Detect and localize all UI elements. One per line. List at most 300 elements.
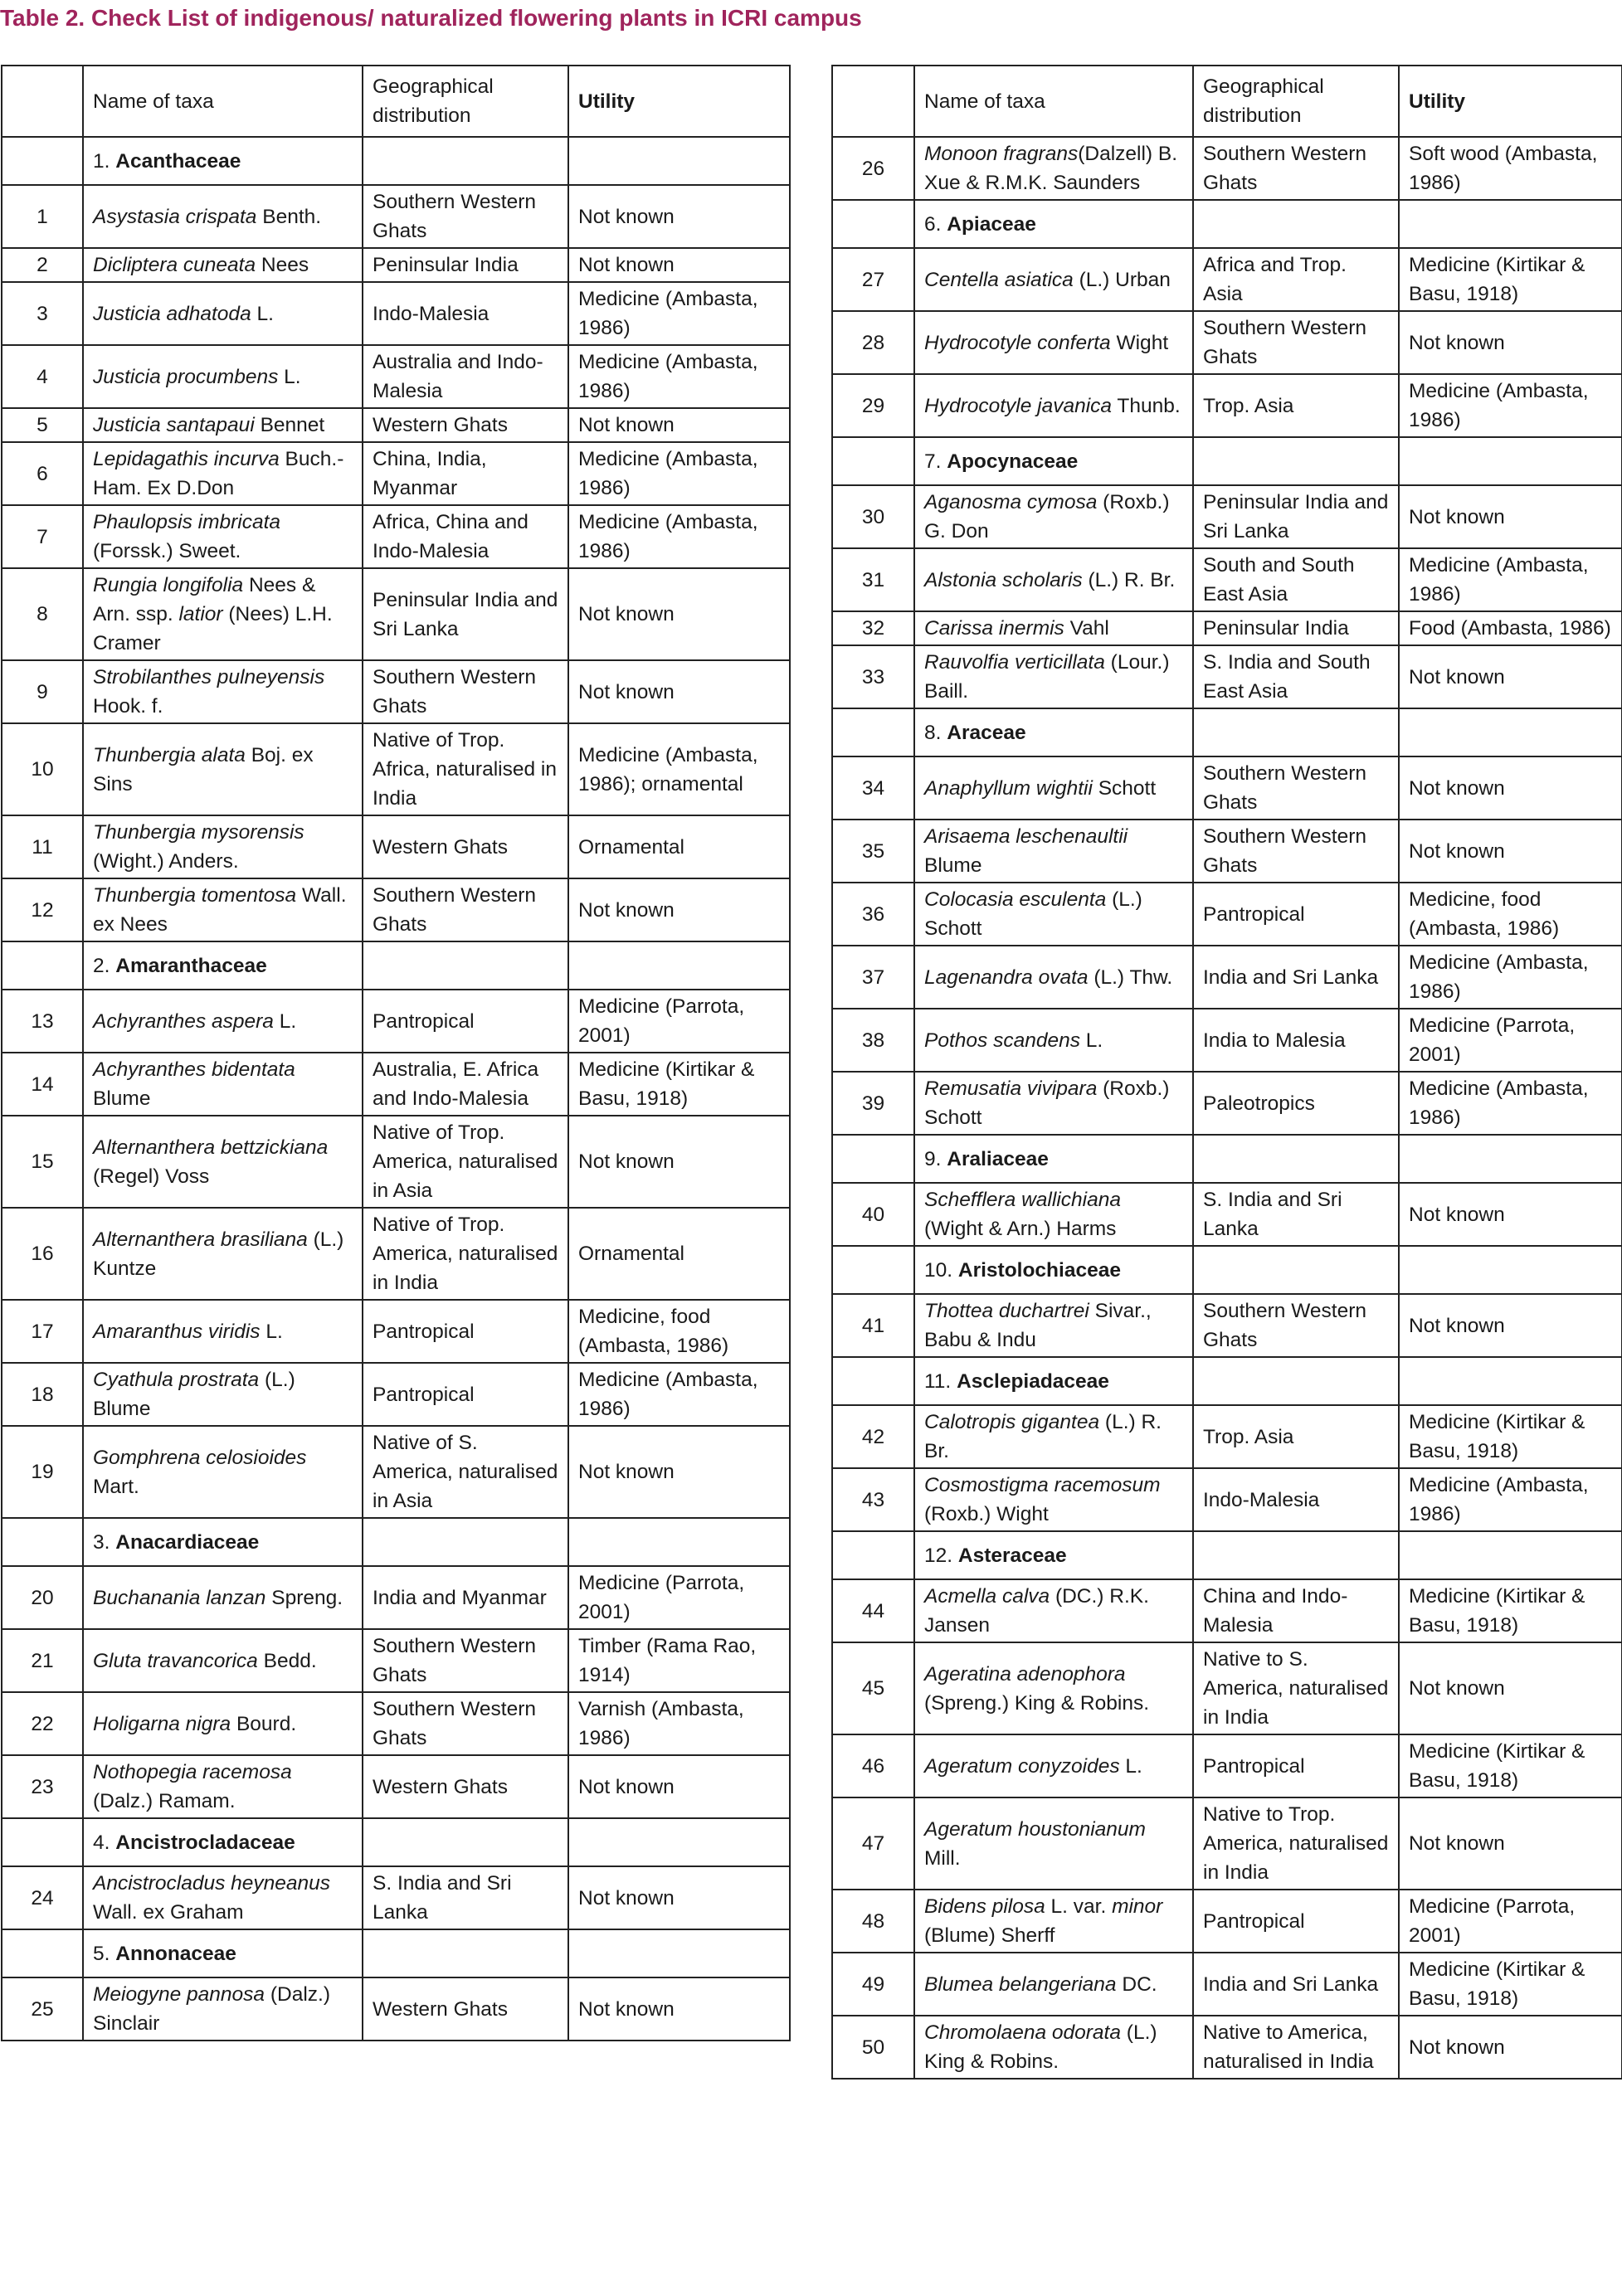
taxon-binomial: Rauvolfia verticillata bbox=[924, 651, 1105, 674]
row-number: 20 bbox=[2, 1566, 83, 1629]
geographical-distribution: S. India and Sri Lanka bbox=[363, 1866, 568, 1929]
geographical-distribution: India and Sri Lanka bbox=[1193, 946, 1399, 1009]
geographical-distribution: China, India, Myanmar bbox=[363, 442, 568, 505]
row-number: 47 bbox=[832, 1797, 914, 1890]
geo-cell bbox=[1193, 708, 1399, 756]
taxon-binomial: Asystasia crispata bbox=[93, 205, 257, 228]
taxon-name bbox=[914, 1009, 1193, 1072]
geo-cell bbox=[1193, 1246, 1399, 1294]
geographical-distribution: Southern Western Ghats bbox=[363, 185, 568, 248]
species-row bbox=[832, 548, 1622, 611]
taxon-name bbox=[914, 1294, 1193, 1357]
header-geo: Geographical distribution bbox=[1193, 66, 1399, 137]
species-row bbox=[832, 645, 1622, 708]
utility: Medicine (Ambasta, 1986) bbox=[1399, 946, 1622, 1009]
utility: Medicine (Ambasta, 1986) bbox=[568, 505, 790, 568]
taxon-binomial: Chromolaena odorata bbox=[924, 2021, 1121, 2044]
geographical-distribution: S. India and South East Asia bbox=[1193, 645, 1399, 708]
taxon-authority-2: (Nees) L.H. Cramer bbox=[93, 603, 333, 654]
row-number: 1 bbox=[2, 185, 83, 248]
geographical-distribution: Indo-Malesia bbox=[363, 282, 568, 345]
taxon-authority: (Forssk.) Sweet. bbox=[93, 540, 241, 562]
taxon-name bbox=[914, 820, 1193, 883]
family-name: Asteraceae bbox=[957, 1544, 1067, 1567]
header-utility: Utility bbox=[568, 66, 790, 137]
taxon-binomial: Justicia adhatoda bbox=[93, 302, 251, 325]
taxon-authority: (L.) Kuntze bbox=[93, 1228, 344, 1280]
geographical-distribution: India and Myanmar bbox=[363, 1566, 568, 1629]
geographical-distribution: Western Ghats bbox=[363, 1755, 568, 1818]
row-number: 25 bbox=[2, 1977, 83, 2041]
taxon-name bbox=[83, 1866, 363, 1929]
family-cell bbox=[83, 1818, 363, 1866]
family-row bbox=[832, 1357, 1622, 1405]
taxon-binomial: Hydrocotyle javanica bbox=[924, 394, 1113, 417]
taxon-binomial: Colocasia esculenta bbox=[924, 888, 1107, 911]
taxon-name bbox=[914, 883, 1193, 946]
checklist-table-left bbox=[1, 65, 791, 2041]
row-number: 21 bbox=[2, 1629, 83, 1692]
header-taxa: Name of taxa bbox=[914, 66, 1193, 137]
family-cell bbox=[914, 1357, 1193, 1405]
taxon-authority: Nees bbox=[256, 254, 309, 276]
species-row bbox=[2, 815, 790, 878]
family-name: Anacardiaceae bbox=[115, 1530, 260, 1554]
utility: Ornamental bbox=[568, 1208, 790, 1300]
geographical-distribution: Southern Western Ghats bbox=[363, 660, 568, 723]
utility: Not known bbox=[568, 1116, 790, 1208]
geographical-distribution: Native of Trop. America, naturalised in India bbox=[363, 1208, 568, 1300]
taxon-binomial: Remusatia vivipara bbox=[924, 1077, 1098, 1100]
geo-cell bbox=[363, 1929, 568, 1977]
geographical-distribution: China and Indo-Malesia bbox=[1193, 1579, 1399, 1642]
geographical-distribution: Trop. Asia bbox=[1193, 1405, 1399, 1468]
geographical-distribution: Trop. Asia bbox=[1193, 374, 1399, 437]
utility-cell bbox=[1399, 708, 1622, 756]
taxon-name bbox=[83, 442, 363, 505]
geographical-distribution: Peninsular India bbox=[363, 248, 568, 282]
row-number: 50 bbox=[832, 2016, 914, 2079]
geographical-distribution: Native to S. America, naturalised in India bbox=[1193, 1642, 1399, 1734]
family-number: 8. bbox=[924, 721, 942, 744]
family-name: Ancistrocladaceae bbox=[115, 1831, 295, 1854]
family-cell bbox=[914, 1246, 1193, 1294]
taxon-authority: (Roxb.) Wight bbox=[924, 1503, 1049, 1525]
taxon-binomial: Arisaema leschenaultii bbox=[924, 825, 1128, 848]
taxon-binomial: Thunbergia mysorensis bbox=[93, 821, 304, 844]
family-name: Apiaceae bbox=[947, 212, 1036, 236]
row-number: 26 bbox=[832, 137, 914, 200]
species-row bbox=[2, 505, 790, 568]
row-number: 9 bbox=[2, 660, 83, 723]
taxon-authority: Wall. ex Nees bbox=[93, 884, 347, 936]
row-number: 8 bbox=[2, 568, 83, 660]
header-number bbox=[832, 66, 914, 137]
utility: Not known bbox=[568, 878, 790, 941]
family-row bbox=[2, 1818, 790, 1866]
utility: Not known bbox=[1399, 485, 1622, 548]
utility: Ornamental bbox=[568, 815, 790, 878]
species-row bbox=[2, 1300, 790, 1363]
taxon-binomial: Achyranthes aspera bbox=[93, 1009, 274, 1033]
row-number: 36 bbox=[832, 883, 914, 946]
family-cell bbox=[83, 137, 363, 185]
species-row bbox=[2, 1692, 790, 1755]
utility: Not known bbox=[1399, 756, 1622, 820]
row-number-cell bbox=[832, 1246, 914, 1294]
taxon-name bbox=[914, 137, 1193, 200]
utility: Medicine (Parrota, 2001) bbox=[568, 1566, 790, 1629]
taxon-name bbox=[914, 1890, 1193, 1953]
utility: Not known bbox=[1399, 645, 1622, 708]
family-row bbox=[2, 1929, 790, 1977]
species-row bbox=[2, 1116, 790, 1208]
taxon-binomial: Centella asiatica bbox=[924, 268, 1074, 291]
row-number: 40 bbox=[832, 1183, 914, 1246]
geographical-distribution: Pantropical bbox=[363, 1300, 568, 1363]
geographical-distribution: Pantropical bbox=[363, 990, 568, 1053]
taxon-binomial: Aganosma cymosa bbox=[924, 491, 1098, 513]
family-cell bbox=[914, 708, 1193, 756]
taxon-authority: Mill. bbox=[924, 1846, 961, 1870]
species-row bbox=[832, 1294, 1622, 1357]
taxon-authority: Bourd. bbox=[231, 1712, 297, 1735]
geographical-distribution: Southern Western Ghats bbox=[1193, 756, 1399, 820]
taxon-authority: L. bbox=[260, 1320, 283, 1343]
utility: Not known bbox=[568, 248, 790, 282]
row-number: 27 bbox=[832, 248, 914, 311]
utility: Medicine (Kirtikar & Basu, 1918) bbox=[1399, 1405, 1622, 1468]
species-row bbox=[2, 1755, 790, 1818]
family-number: 4. bbox=[93, 1831, 110, 1854]
geo-cell bbox=[1193, 200, 1399, 248]
taxon-binomial: Blumea belangeriana bbox=[924, 1973, 1117, 1996]
geo-cell bbox=[1193, 1531, 1399, 1579]
taxon-authority: (L.) Thw. bbox=[1088, 966, 1173, 989]
taxon-name bbox=[914, 485, 1193, 548]
taxon-authority: Wall. ex Graham bbox=[93, 1901, 244, 1924]
row-number: 37 bbox=[832, 946, 914, 1009]
species-row bbox=[2, 1866, 790, 1929]
taxon-authority: (L.) Schott bbox=[924, 888, 1142, 940]
utility-cell bbox=[1399, 1357, 1622, 1405]
family-row bbox=[832, 1246, 1622, 1294]
family-number: 2. bbox=[93, 954, 110, 977]
species-row bbox=[832, 1797, 1622, 1890]
geo-cell bbox=[363, 941, 568, 990]
taxon-name bbox=[914, 1797, 1193, 1890]
family-number: 1. bbox=[93, 149, 110, 173]
species-row bbox=[832, 1183, 1622, 1246]
geographical-distribution: Australia, E. Africa and Indo-Malesia bbox=[363, 1053, 568, 1116]
family-name: Araliaceae bbox=[947, 1147, 1049, 1170]
row-number: 6 bbox=[2, 442, 83, 505]
species-row bbox=[832, 1579, 1622, 1642]
row-number-cell bbox=[2, 137, 83, 185]
utility-cell bbox=[1399, 1531, 1622, 1579]
utility: Medicine (Ambasta, 1986) bbox=[1399, 1468, 1622, 1531]
utility: Medicine (Ambasta, 1986); ornamental bbox=[568, 723, 790, 815]
geographical-distribution: S. India and Sri Lanka bbox=[1193, 1183, 1399, 1246]
family-row bbox=[2, 1518, 790, 1566]
row-number-cell bbox=[832, 708, 914, 756]
family-name: Asclepiadaceae bbox=[957, 1369, 1109, 1393]
row-number-cell bbox=[2, 1818, 83, 1866]
taxon-authority: (L.) R. Br. bbox=[924, 1411, 1162, 1462]
utility: Not known bbox=[568, 1977, 790, 2041]
geographical-distribution: Peninsular India bbox=[1193, 611, 1399, 645]
geo-cell bbox=[1193, 1357, 1399, 1405]
family-row bbox=[2, 137, 790, 185]
taxon-binomial: Alternanthera brasiliana bbox=[93, 1228, 308, 1251]
geographical-distribution: Paleotropics bbox=[1193, 1072, 1399, 1135]
taxon-name bbox=[914, 374, 1193, 437]
family-name: Amaranthaceae bbox=[115, 954, 267, 977]
taxon-name bbox=[914, 1953, 1193, 2016]
taxon-name bbox=[83, 815, 363, 878]
family-row bbox=[2, 941, 790, 990]
row-number: 35 bbox=[832, 820, 914, 883]
species-row bbox=[832, 311, 1622, 374]
row-number-cell bbox=[832, 1531, 914, 1579]
utility-cell bbox=[568, 1518, 790, 1566]
table-title: Table 2. Check List of indigenous/ naturalized flowering plants in ICRI campus bbox=[0, 5, 862, 31]
taxon-binomial: Gluta travancorica bbox=[93, 1649, 258, 1672]
taxon-name bbox=[83, 345, 363, 408]
utility-cell bbox=[1399, 1135, 1622, 1183]
geo-cell bbox=[1193, 437, 1399, 485]
family-cell bbox=[83, 941, 363, 990]
taxon-authority: Sivar., Babu & Indu bbox=[924, 1300, 1152, 1351]
taxon-binomial: Ageratum houstonianum bbox=[924, 1817, 1146, 1841]
taxon-binomial: Dicliptera cuneata bbox=[93, 254, 256, 276]
row-number: 18 bbox=[2, 1363, 83, 1426]
taxon-binomial: Anaphyllum wightii bbox=[924, 776, 1093, 800]
geographical-distribution: Peninsular India and Sri Lanka bbox=[363, 568, 568, 660]
taxon-binomial: Ageratum conyzoides bbox=[924, 1754, 1120, 1778]
taxon-authority: Vahl bbox=[1064, 617, 1109, 640]
row-number: 4 bbox=[2, 345, 83, 408]
geographical-distribution: Western Ghats bbox=[363, 815, 568, 878]
geographical-distribution: Native of Trop. America, naturalised in Asia bbox=[363, 1116, 568, 1208]
family-number: 7. bbox=[924, 450, 942, 473]
taxon-authority: Blume bbox=[924, 854, 982, 877]
taxon-authority: (L.) King & Robins. bbox=[924, 2021, 1157, 2073]
species-row bbox=[832, 1642, 1622, 1734]
family-number: 11. bbox=[924, 1369, 952, 1393]
header-number bbox=[2, 66, 83, 137]
utility: Soft wood (Ambasta, 1986) bbox=[1399, 137, 1622, 200]
utility-cell bbox=[568, 137, 790, 185]
utility: Not known bbox=[568, 408, 790, 442]
taxon-authority: (Lour.) Baill. bbox=[924, 651, 1170, 703]
taxon-authority: (Roxb.) Schott bbox=[924, 1077, 1170, 1129]
row-number: 43 bbox=[832, 1468, 914, 1531]
taxon-name bbox=[83, 1566, 363, 1629]
utility: Not known bbox=[1399, 1642, 1622, 1734]
species-row bbox=[832, 756, 1622, 820]
geographical-distribution: Southern Western Ghats bbox=[363, 1692, 568, 1755]
species-row bbox=[832, 1468, 1622, 1531]
geographical-distribution: Native of Trop. Africa, naturalised in India bbox=[363, 723, 568, 815]
species-row bbox=[2, 1208, 790, 1300]
row-number: 46 bbox=[832, 1734, 914, 1797]
taxon-authority: Buch.-Ham. Ex D.Don bbox=[93, 448, 344, 499]
species-row bbox=[832, 374, 1622, 437]
species-row bbox=[832, 1953, 1622, 2016]
geographical-distribution: Pantropical bbox=[1193, 1890, 1399, 1953]
taxon-authority: (Dalz.) Sinclair bbox=[93, 1983, 330, 2035]
row-number: 17 bbox=[2, 1300, 83, 1363]
geo-cell bbox=[363, 1818, 568, 1866]
geographical-distribution: South and South East Asia bbox=[1193, 548, 1399, 611]
taxon-binomial: Ancistrocladus heyneanus bbox=[93, 1872, 331, 1895]
row-number: 34 bbox=[832, 756, 914, 820]
species-row bbox=[2, 723, 790, 815]
species-row bbox=[832, 485, 1622, 548]
table-header-row bbox=[832, 66, 1622, 137]
utility-cell bbox=[568, 941, 790, 990]
row-number-cell bbox=[832, 200, 914, 248]
taxon-binomial: Cosmostigma racemosum bbox=[924, 1474, 1161, 1496]
taxon-authority: Benth. bbox=[256, 205, 322, 228]
species-row bbox=[2, 1363, 790, 1426]
taxon-name bbox=[83, 1977, 363, 2041]
taxon-authority: (Regel) Voss bbox=[93, 1165, 210, 1188]
taxon-binomial: Thottea duchartrei bbox=[924, 1300, 1089, 1322]
taxon-binomial: Achyranthes bidentata bbox=[93, 1058, 295, 1081]
row-number: 23 bbox=[2, 1755, 83, 1818]
taxon-authority: Schott bbox=[1092, 776, 1157, 800]
row-number: 44 bbox=[832, 1579, 914, 1642]
species-row bbox=[832, 2016, 1622, 2079]
species-row bbox=[832, 1009, 1622, 1072]
utility: Medicine (Kirtikar & Basu, 1918) bbox=[1399, 248, 1622, 311]
species-row bbox=[2, 1629, 790, 1692]
utility: Not known bbox=[568, 1755, 790, 1818]
family-number: 5. bbox=[93, 1942, 110, 1965]
family-row bbox=[832, 1135, 1622, 1183]
row-number: 30 bbox=[832, 485, 914, 548]
geo-cell bbox=[363, 137, 568, 185]
taxon-authority: Hook. f. bbox=[93, 695, 163, 718]
species-row bbox=[2, 878, 790, 941]
geographical-distribution: Southern Western Ghats bbox=[1193, 311, 1399, 374]
species-row bbox=[832, 611, 1622, 645]
taxon-authority: (Dalzell) B. Xue & R.M.K. Saunders bbox=[924, 143, 1178, 194]
row-number-cell bbox=[2, 1518, 83, 1566]
row-number: 41 bbox=[832, 1294, 914, 1357]
taxon-authority: L. bbox=[251, 302, 274, 325]
taxon-binomial: Schefflera wallichiana bbox=[924, 1189, 1121, 1211]
taxon-name bbox=[914, 2016, 1193, 2079]
family-cell bbox=[914, 1531, 1193, 1579]
family-number: 10. bbox=[924, 1258, 953, 1282]
utility: Medicine (Kirtikar & Basu, 1918) bbox=[1399, 1734, 1622, 1797]
utility: Medicine (Kirtikar & Basu, 1918) bbox=[568, 1053, 790, 1116]
row-number: 39 bbox=[832, 1072, 914, 1135]
taxon-name bbox=[914, 1405, 1193, 1468]
row-number: 19 bbox=[2, 1426, 83, 1518]
row-number: 28 bbox=[832, 311, 914, 374]
taxon-name bbox=[914, 756, 1193, 820]
utility: Medicine, food (Ambasta, 1986) bbox=[1399, 883, 1622, 946]
header-taxa: Name of taxa bbox=[83, 66, 363, 137]
utility: Not known bbox=[1399, 1797, 1622, 1890]
utility: Not known bbox=[1399, 2016, 1622, 2079]
taxon-name bbox=[83, 990, 363, 1053]
row-number: 12 bbox=[2, 878, 83, 941]
family-cell bbox=[83, 1929, 363, 1977]
taxon-name bbox=[83, 1300, 363, 1363]
family-row bbox=[832, 437, 1622, 485]
family-row bbox=[832, 1531, 1622, 1579]
species-row bbox=[2, 660, 790, 723]
taxon-binomial: Rungia longifolia bbox=[93, 574, 244, 596]
taxon-binomial: Gomphrena celosioides bbox=[93, 1446, 307, 1469]
utility: Medicine (Ambasta, 1986) bbox=[568, 442, 790, 505]
taxon-name bbox=[83, 505, 363, 568]
geographical-distribution: Native of S. America, naturalised in Asia bbox=[363, 1426, 568, 1518]
taxon-binomial: Strobilanthes pulneyensis bbox=[93, 666, 325, 688]
family-cell bbox=[914, 200, 1193, 248]
family-cell bbox=[83, 1518, 363, 1566]
taxon-authority: (L.) R. Br. bbox=[1082, 568, 1176, 591]
taxon-authority: L. bbox=[273, 1009, 297, 1033]
utility: Not known bbox=[568, 660, 790, 723]
species-row bbox=[2, 1426, 790, 1518]
species-row bbox=[832, 883, 1622, 946]
species-row bbox=[2, 1566, 790, 1629]
utility: Not known bbox=[1399, 1294, 1622, 1357]
taxon-name bbox=[914, 1579, 1193, 1642]
taxon-authority: Wight bbox=[1110, 331, 1169, 354]
geographical-distribution: Western Ghats bbox=[363, 408, 568, 442]
utility: Medicine (Ambasta, 1986) bbox=[1399, 374, 1622, 437]
geographical-distribution: Indo-Malesia bbox=[1193, 1468, 1399, 1531]
taxon-binomial: Meiogyne pannosa bbox=[93, 1983, 265, 2006]
taxon-binomial: Amaranthus viridis bbox=[93, 1320, 261, 1343]
taxon-name bbox=[914, 248, 1193, 311]
geographical-distribution: Southern Western Ghats bbox=[1193, 820, 1399, 883]
utility: Medicine (Parrota, 2001) bbox=[1399, 1890, 1622, 1953]
taxon-name bbox=[83, 185, 363, 248]
row-number: 3 bbox=[2, 282, 83, 345]
taxon-name bbox=[914, 611, 1193, 645]
family-name: Apocynaceae bbox=[947, 450, 1079, 473]
species-row bbox=[2, 408, 790, 442]
utility-cell bbox=[1399, 1246, 1622, 1294]
geographical-distribution: Native to America, naturalised in India bbox=[1193, 2016, 1399, 2079]
taxon-binomial: Buchanania lanzan bbox=[93, 1586, 266, 1609]
family-cell bbox=[914, 1135, 1193, 1183]
utility: Not known bbox=[1399, 1183, 1622, 1246]
taxon-name bbox=[83, 1363, 363, 1426]
family-number: 12. bbox=[924, 1544, 953, 1567]
utility-cell bbox=[568, 1818, 790, 1866]
utility: Not known bbox=[568, 1866, 790, 1929]
species-row bbox=[832, 1405, 1622, 1468]
taxon-binomial: Acmella calva bbox=[924, 1585, 1050, 1608]
taxon-authority: Mart. bbox=[93, 1475, 139, 1498]
geographical-distribution: India and Sri Lanka bbox=[1193, 1953, 1399, 2016]
row-number: 13 bbox=[2, 990, 83, 1053]
geographical-distribution: Peninsular India and Sri Lanka bbox=[1193, 485, 1399, 548]
row-number-cell bbox=[832, 1135, 914, 1183]
geo-cell bbox=[363, 1518, 568, 1566]
row-number: 48 bbox=[832, 1890, 914, 1953]
taxon-authority: Nees & Arn. ssp. bbox=[93, 574, 316, 625]
